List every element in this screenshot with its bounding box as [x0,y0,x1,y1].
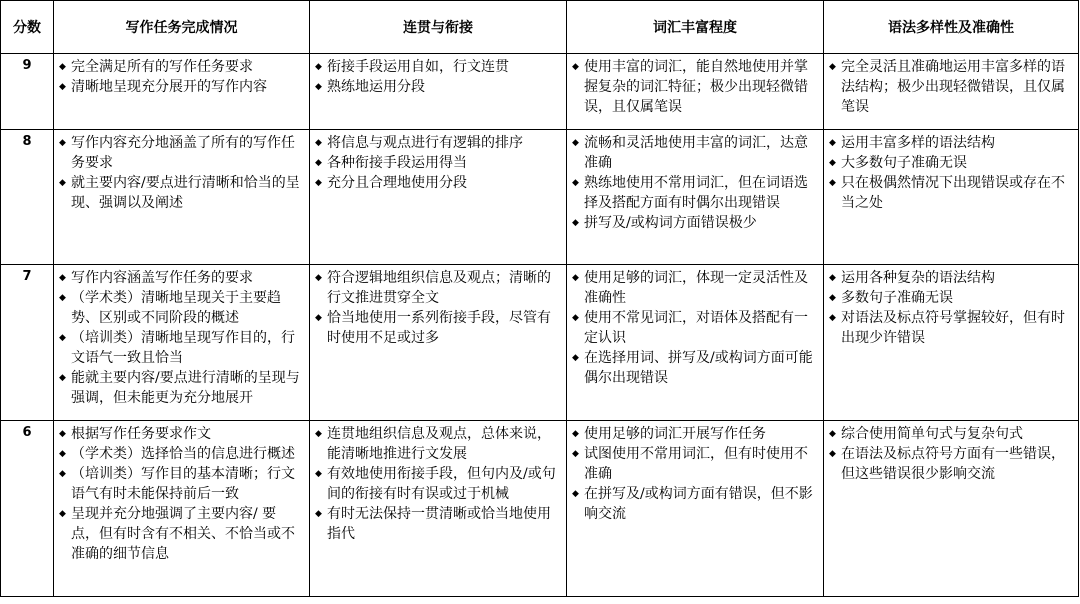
header-score: 分数 [1,1,54,54]
grammar-cell [824,54,1079,130]
criteria-item: ◆ 衔接手段运用自如，行文连贯 [315,57,560,77]
vocab-cell [567,130,824,265]
score-cell: 7 [1,265,54,421]
criteria-item: ◆ （培训类）写作目的基本清晰；行文语气有时未能保持前后一致 [59,464,303,504]
criteria-item: ◆ 使用足够的词汇，体现一定灵活性及准确性 [572,268,817,308]
criteria-item: ◆ 在拼写及/或构词方面有错误，但不影响交流 [572,484,817,524]
criteria-item: ◆ 符合逻辑地组织信息及观点；清晰的行文推进贯穿全文 [315,268,560,308]
table-row [1,265,1079,421]
criteria-item: ◆ 多数句子准确无误 [829,288,1072,308]
header-coherence-cohesion: 连贯与衔接 [310,1,567,54]
criteria-item: ◆ 就主要内容/要点进行清晰和恰当的呈现、强调以及阐述 [59,173,303,213]
criteria-item: ◆ 能就主要内容/要点进行清晰的呈现与强调，但未能更为充分地展开 [59,368,303,408]
criteria-item: ◆ 有效地使用衔接手段，但句内及/或句间的衔接有时有误或过于机械 [315,464,560,504]
task-cell [54,130,310,265]
grammar-cell [824,130,1079,265]
grammar-cell [824,421,1079,597]
header-row [1,1,1079,54]
criteria-item: ◆ 在选择用词、拼写及/或构词方面可能偶尔出现错误 [572,348,817,388]
criteria-item: ◆ 写作内容涵盖写作任务的要求 [59,268,303,288]
task-cell [54,421,310,597]
header-grammar: 语法多样性及准确性 [824,1,1079,54]
criteria-item: ◆ 只在极偶然情况下出现错误或存在不当之处 [829,173,1072,213]
criteria-item: ◆ 将信息与观点进行有逻辑的排序 [315,133,560,153]
vocab-cell [567,54,824,130]
criteria-item: ◆ 充分且合理地使用分段 [315,173,560,193]
coherence-cell [310,130,567,265]
criteria-item: ◆ 对语法及标点符号掌握较好，但有时出现少许错误 [829,308,1072,348]
criteria-item: ◆ 大多数句子准确无误 [829,153,1072,173]
score-cell: 6 [1,421,54,597]
criteria-item: ◆ 拼写及/或构词方面错误极少 [572,213,817,233]
coherence-cell [310,421,567,597]
criteria-item: ◆ （培训类）清晰地呈现写作目的，行文语气一致且恰当 [59,328,303,368]
criteria-item: ◆ 清晰地呈现充分展开的写作内容 [59,77,303,97]
table-row [1,421,1079,597]
criteria-item: ◆ 连贯地组织信息及观点，总体来说，能清晰地推进行文发展 [315,424,560,464]
criteria-item: ◆ 有时无法保持一贯清晰或恰当地使用指代 [315,504,560,544]
score-cell: 8 [1,130,54,265]
criteria-item: ◆ 综合使用简单句式与复杂句式 [829,424,1072,444]
criteria-item: ◆ 根据写作任务要求作文 [59,424,303,444]
criteria-item: ◆ 恰当地使用一系列衔接手段，尽管有时使用不足或过多 [315,308,560,348]
criteria-item: ◆ （学术类）选择恰当的信息进行概述 [59,444,303,464]
vocab-cell [567,265,824,421]
criteria-item: ◆ 运用丰富多样的语法结构 [829,133,1072,153]
grammar-cell [824,265,1079,421]
criteria-item: ◆ 在语法及标点符号方面有一些错误，但这些错误很少影响交流 [829,444,1072,484]
criteria-item: ◆ 完全灵活且准确地运用丰富多样的语法结构；极少出现轻微错误，且仅属笔误 [829,57,1072,117]
criteria-item: ◆ （学术类）清晰地呈现关于主要趋势、区别或不同阶段的概述 [59,288,303,328]
criteria-item: ◆ 流畅和灵活地使用丰富的词汇，达意准确 [572,133,817,173]
header-task-achievement: 写作任务完成情况 [54,1,310,54]
coherence-cell [310,265,567,421]
criteria-item: ◆ 试图使用不常用词汇，但有时使用不准确 [572,444,817,484]
task-cell [54,54,310,130]
header-lexical-resource: 词汇丰富程度 [567,1,824,54]
criteria-item: ◆ 完全满足所有的写作任务要求 [59,57,303,77]
criteria-item: ◆ 呈现并充分地强调了主要内容/ 要点，但有时含有不相关、不恰当或不准确的细节信息 [59,504,303,564]
criteria-item: ◆ 各种衔接手段运用得当 [315,153,560,173]
criteria-item: ◆ 熟练地使用不常用词汇，但在词语选择及搭配方面有时偶尔出现错误 [572,173,817,213]
task-cell [54,265,310,421]
vocab-cell [567,421,824,597]
criteria-item: ◆ 使用丰富的词汇，能自然地使用并掌握复杂的词汇特征；极少出现轻微错误，且仅属笔误 [572,57,817,117]
table-row [1,130,1079,265]
criteria-item: ◆ 使用不常见词汇，对语体及搭配有一定认识 [572,308,817,348]
criteria-item: ◆ 写作内容充分地涵盖了所有的写作任务要求 [59,133,303,173]
criteria-item: ◆ 熟练地运用分段 [315,77,560,97]
criteria-item: ◆ 运用各种复杂的语法结构 [829,268,1072,288]
table-row [1,54,1079,130]
criteria-item: ◆ 使用足够的词汇开展写作任务 [572,424,817,444]
score-cell: 9 [1,54,54,130]
coherence-cell [310,54,567,130]
